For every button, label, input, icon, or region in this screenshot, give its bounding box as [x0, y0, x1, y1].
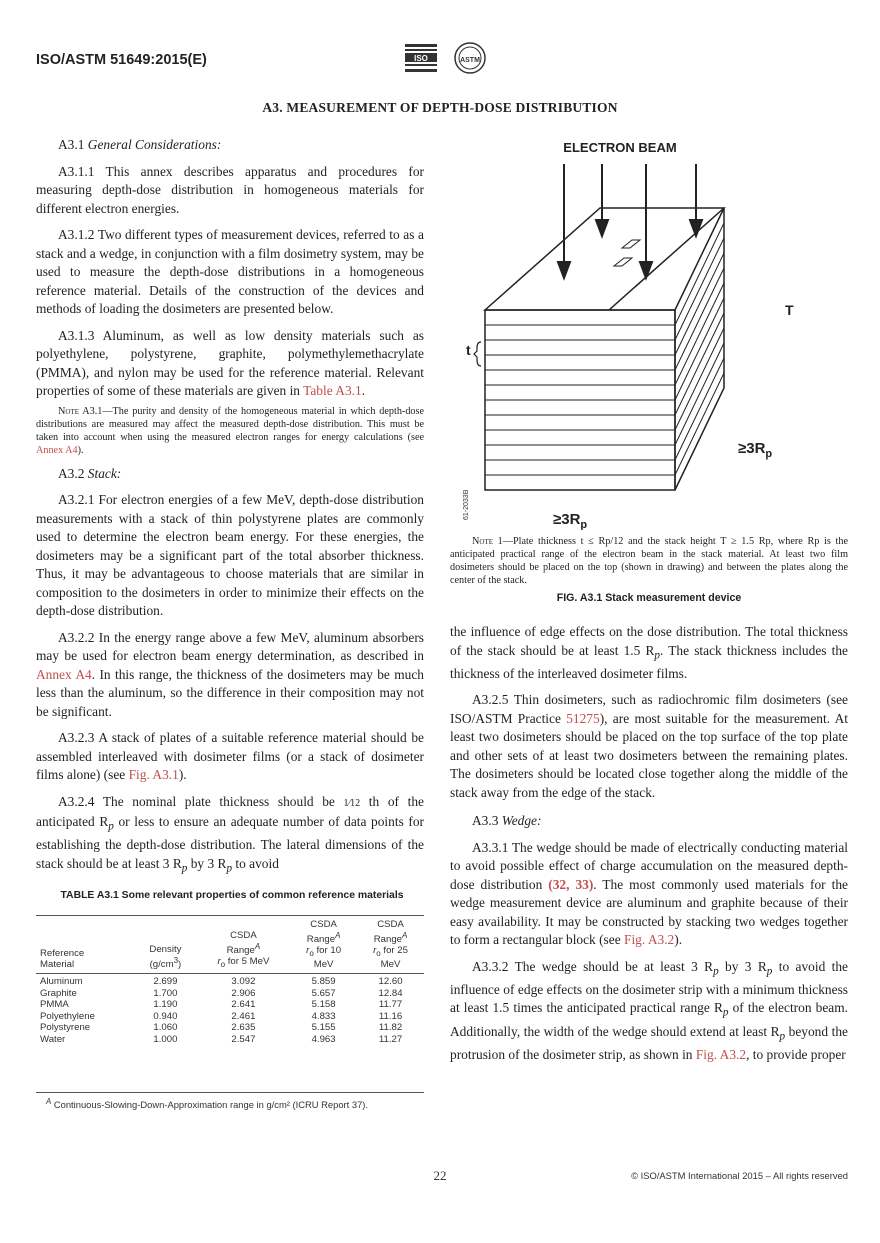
col-csda-5mev: CSDA Range$^A$ $r_o$ for 5 MeV [217, 930, 270, 970]
copyright: © ISO/ASTM International 2015 – All rights reserved [631, 1170, 848, 1181]
a32-heading: A3.2 Stack: [58, 465, 122, 481]
a31-heading: A3.1 General Considerations: [58, 137, 222, 152]
table-bottom-rule [36, 1092, 424, 1093]
a33-heading: A3.3 Wedge: [472, 813, 542, 829]
col-csda-10mev: CSDA Range$^A$ $r_o$ for 10 MeV [306, 919, 342, 971]
properties-table [36, 918, 424, 1046]
para-a331: A3.3.1 The wedge should be made of electrically conducting material to avoid possible effect of charge accumulation on the measured depth-dose distribution (32, 33). The most commonly used materials for the wedge measurement device are aluminum and graphite because of their easy availability. It may be constructed by stacking two wedges together to form a rectangular block (see Fig. A3.2). [450, 839, 848, 948]
label-T: T [785, 302, 794, 318]
right-column [450, 623, 848, 1072]
table-row: PMMA 1.190 2.641 5.158 11.77 [40, 999, 403, 1011]
para-a323: A3.2.3 A stack of plates of a suitable reference material should be assembled interleaved with dosimeter films (or a stack of dosimeter films alone) (see Fig. A3.1). [36, 730, 424, 782]
note-a31: Note A3.1—The purity and density of the homogeneous material in which depth-dose distributions are measured may affect the measured depth-dose distribution. This must be taken into account when using the measured electron ranges for energy calculations (see Annex A4). [36, 405, 424, 456]
ref-32-33-link[interactable]: (32, 33) [548, 876, 594, 892]
stack-plates [485, 325, 675, 475]
table-top-rule [36, 915, 424, 916]
label-3rp-bottom: $\ge 3R_p$ [553, 511, 588, 530]
document-id: ISO/ASTM 51649:2015(E) [36, 52, 207, 68]
label-3rp-side: $\ge 3R_p$ [738, 440, 773, 460]
table-row: Polyethylene 0.940 2.461 4.833 11.16 [40, 1010, 403, 1022]
page-number: 22 [433, 1168, 447, 1183]
table-row: Water 1.000 2.547 4.963 11.27 [40, 1034, 403, 1046]
svg-text:ASTM: ASTM [460, 57, 480, 64]
film-dosimeter-icon [614, 258, 632, 266]
col-reference-material: Reference Material [40, 948, 85, 971]
table-a31-link[interactable]: Table A3.1 [303, 383, 362, 398]
stack-drawing [450, 130, 850, 530]
col-density: Density $(g/cm^3)$ [149, 943, 182, 971]
para-a312: A3.1.2 Two different types of measurement devices, referred to as a stack and a wedge, in conjunction with a film dosimetry system, may be used to measure the depth-dose distributions in a homogeneous reference material. Details of the construction of the devices and methods of loading the dosimeters are presented below. [36, 227, 424, 316]
stack-side-plates [675, 223, 724, 475]
figure-caption: FIG. A3.1 Stack measurement device [556, 592, 742, 604]
practice-51275-link[interactable]: 51275 [566, 710, 600, 726]
left-column [36, 136, 424, 886]
table-caption: TABLE A3.1 Some relevant properties of common reference materials [60, 890, 404, 901]
annex-a4-link-2[interactable]: Annex A4 [36, 666, 92, 682]
beam-label: ELECTRON BEAM [563, 140, 677, 155]
iso-logo [403, 42, 439, 74]
table-header-row [36, 918, 424, 971]
para-a313: A3.1.3 Aluminum, as well as low density materials such as polyethylene, polystyrene, graphite, polymethylemethacrylate (PMMA), and nylon may be used for the reference material. Relevant properties of some of these materials are given in Table A3.1. [36, 327, 424, 398]
figure-note: Note 1—Plate thickness t ≤ Rp/12 and the stack height T ≥ 1.5 Rp, where Rp is the anticipated practical range of the electron beam in the stack material. At least two film dosimeters should be placed on the top (shown in drawing) and between the plates along the center of the stack. [450, 536, 848, 586]
t-bracket [474, 342, 481, 366]
table-footnote: $^A$ Continuous-Slowing-Down-Approximation range in g/cm² (ICRU Report 37). [46, 1097, 369, 1111]
figure-code: 61-2033B [463, 489, 470, 520]
annex-a4-link[interactable]: Annex A4 [36, 444, 78, 456]
astm-logo [452, 40, 488, 76]
label-t: t [466, 342, 471, 358]
fig-a32-link[interactable]: Fig. A3.2 [624, 932, 675, 948]
table-row: Polystyrene 1.060 2.635 5.155 11.82 [40, 1022, 403, 1034]
para-cont: the influence of edge effects on the dose distribution. The total thickness of the stack should be at least 1.5 $R_p$. The stack thickness includes the thickness of the interleaved dosimeter films. [450, 624, 848, 681]
stack-figure [450, 130, 850, 530]
svg-text:ISO: ISO [414, 54, 428, 63]
col-csda-25mev: CSDA Range$^A$ $r_o$ for 25 MeV [373, 919, 408, 971]
para-a324: A3.2.4 The nominal plate thickness should be 1⁄12 th of the anticipated $R_p$ or less to ensure an adequate number of data points for establishing the depth-dose distribution. The lateral dimensions of the stack should be at least 3 $R_p$ by 3 $R_p$ to avoid [36, 793, 424, 875]
film-dosimeter-icon [622, 240, 640, 248]
beam-arrows [558, 164, 702, 278]
para-a322: A3.2.2 In the energy range above a few MeV, aluminum absorbers may be used for electron beam energy determination, as described in Annex A4. In this range, the thickness of the dosimeters may be much less than the aluminum, so the difference in their composition may not be significant. [36, 629, 424, 719]
section-title: A3. MEASUREMENT OF DEPTH-DOSE DISTRIBUTION [262, 100, 618, 115]
table-row: Aluminum 2.699 3.092 5.859 12.60 [40, 976, 403, 988]
fig-a32-link-2[interactable]: Fig. A3.2 [695, 1046, 747, 1062]
para-a321: A3.2.1 For electron energies of a few MeV, depth-dose distribution measurements with a stack of thin polystyrene plates are commonly used to determine the electron beam energy. For these energies, the dosimeters may be a significant part of the total absorber thickness. Thus, it may be advantageous to choose materials that are similar in composition to the dosimeters in order to minimize their effects on the depth-dose distribution. [36, 492, 424, 618]
fig-a31-link[interactable]: Fig. A3.1 [128, 767, 179, 782]
para-a332: A3.3.2 The wedge should be at least 3 $R_p$ by 3 $R_p$ to avoid the influence of edge effects on the dosimeter strip with a minimum thickness at least 1.5 times the anticipated practical range $R_p$ of the electron beam. Additionally, the width of the wedge should extend at least $R_p$ beyond the protrusion of the dosimeter strip, as shown in Fig. A3.2, to provide proper [450, 958, 848, 1062]
para-a325: A3.2.5 Thin dosimeters, such as radiochromic film dosimeters (see ISO/ASTM Practice 51275), are most suitable for the measurement. At least two dosimeters should be placed on the top surface of the top plate and other sets of at least two dosimeters between the remaining plates. The dosimeters should be located close together along the middle of the stack away from the edge of the stack. [450, 692, 848, 800]
para-a311: A3.1.1 This annex describes apparatus and procedures for measuring depth-dose distribution in homogeneous materials for different electron energies. [36, 163, 424, 216]
table-row: Graphite 1.700 2.906 5.657 12.84 [40, 987, 403, 999]
